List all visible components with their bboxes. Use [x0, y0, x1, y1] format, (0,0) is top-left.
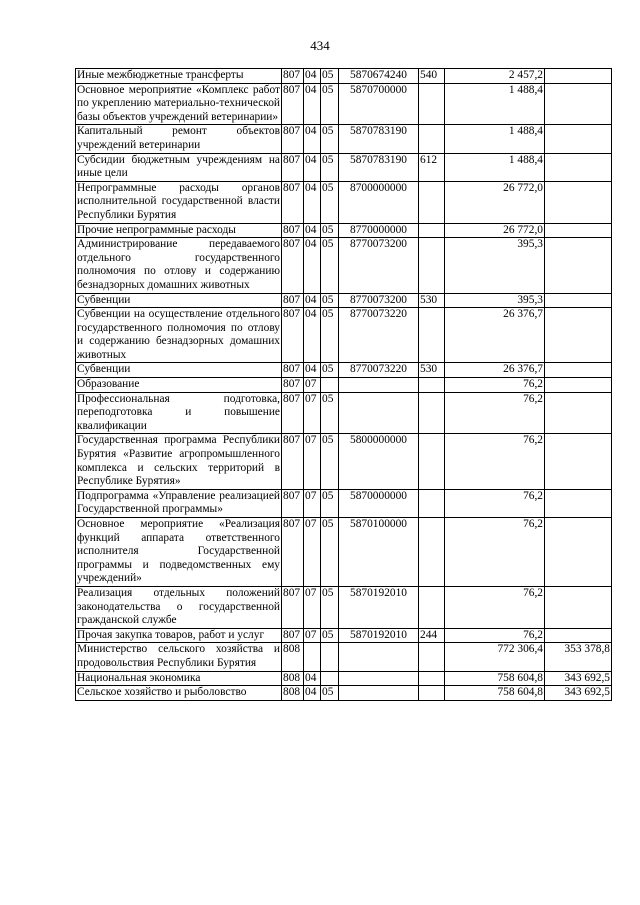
admin-code: 807 [282, 69, 304, 84]
admin-code: 807 [282, 392, 304, 434]
admin-code: 807 [282, 308, 304, 363]
amount-second [545, 293, 612, 308]
row-name: Профессиональная подготовка, переподготовка и повышение квалификации [76, 392, 282, 434]
expense-type-code: 244 [419, 628, 445, 643]
section-code: 04 [304, 181, 321, 223]
row-name: Прочие непрограммные расходы [76, 223, 282, 238]
row-name: Министерство сельского хозяйства и продовольствия Республики Бурятия [76, 643, 282, 671]
row-name: Капитальный ремонт объектов учреждений ветеринарии [76, 125, 282, 153]
table-row [76, 586, 612, 628]
amount-second [545, 308, 612, 363]
row-name: Основное мероприятие «Комплекс работ по укреплению материально-технической базы объектов учреждений ветеринарии» [76, 83, 282, 125]
section-code: 04 [304, 363, 321, 378]
target-article-code: 8770073200 [339, 238, 419, 293]
admin-code: 807 [282, 586, 304, 628]
target-article-code: 5870674240 [339, 69, 419, 84]
amount: 1 488,4 [445, 153, 545, 181]
expense-type-code [419, 518, 445, 587]
expense-type-code [419, 125, 445, 153]
table-row [76, 293, 612, 308]
subsection-code: 05 [321, 181, 339, 223]
table-row [76, 238, 612, 293]
expense-type-code [419, 181, 445, 223]
amount-second [545, 238, 612, 293]
table-row [76, 363, 612, 378]
expense-type-code: 530 [419, 293, 445, 308]
table-row [76, 392, 612, 434]
amount-second: 343 692,5 [545, 686, 612, 701]
subsection-code: 05 [321, 586, 339, 628]
target-article-code: 5870100000 [339, 518, 419, 587]
admin-code: 807 [282, 181, 304, 223]
admin-code: 807 [282, 489, 304, 517]
table-row [76, 643, 612, 671]
admin-code: 808 [282, 671, 304, 686]
expense-type-code [419, 83, 445, 125]
row-name: Иные межбюджетные трансферты [76, 69, 282, 84]
admin-code: 808 [282, 643, 304, 671]
section-code: 07 [304, 378, 321, 393]
row-name: Непрограммные расходы органов исполнительной государственной власти Республики Бурятия [76, 181, 282, 223]
row-name: Сельское хозяйство и рыболовство [76, 686, 282, 701]
amount: 76,2 [445, 586, 545, 628]
amount-second [545, 125, 612, 153]
row-name: Реализация отдельных положений законодательства о государственной гражданской службе [76, 586, 282, 628]
amount: 26 376,7 [445, 363, 545, 378]
amount: 772 306,4 [445, 643, 545, 671]
amount-second [545, 223, 612, 238]
expense-type-code [419, 671, 445, 686]
subsection-code: 05 [321, 392, 339, 434]
amount-second [545, 518, 612, 587]
amount: 26 772,0 [445, 223, 545, 238]
section-code: 04 [304, 83, 321, 125]
subsection-code: 05 [321, 293, 339, 308]
row-name: Субсидии бюджетным учреждениям на иные цели [76, 153, 282, 181]
expense-type-code: 530 [419, 363, 445, 378]
subsection-code: 05 [321, 434, 339, 489]
amount-second [545, 489, 612, 517]
table-row [76, 125, 612, 153]
target-article-code [339, 686, 419, 701]
amount-second [545, 392, 612, 434]
amount: 76,2 [445, 434, 545, 489]
table-row [76, 489, 612, 517]
amount: 758 604,8 [445, 686, 545, 701]
target-article-code [339, 392, 419, 434]
table-row [76, 378, 612, 393]
section-code: 04 [304, 293, 321, 308]
admin-code: 807 [282, 83, 304, 125]
amount-second: 353 378,8 [545, 643, 612, 671]
table-row [76, 518, 612, 587]
row-name: Субвенции [76, 293, 282, 308]
subsection-code: 05 [321, 308, 339, 363]
admin-code: 807 [282, 518, 304, 587]
amount: 2 457,2 [445, 69, 545, 84]
subsection-code: 05 [321, 69, 339, 84]
target-article-code: 8770073220 [339, 308, 419, 363]
admin-code: 808 [282, 686, 304, 701]
target-article-code [339, 671, 419, 686]
table-row [76, 181, 612, 223]
amount: 76,2 [445, 392, 545, 434]
budget-table [75, 68, 612, 701]
amount-second [545, 363, 612, 378]
amount: 76,2 [445, 378, 545, 393]
subsection-code [321, 671, 339, 686]
amount-second [545, 434, 612, 489]
amount: 76,2 [445, 489, 545, 517]
amount-second: 343 692,5 [545, 671, 612, 686]
expense-type-code [419, 223, 445, 238]
amount: 26 376,7 [445, 308, 545, 363]
admin-code: 807 [282, 434, 304, 489]
row-name: Субвенции [76, 363, 282, 378]
admin-code: 807 [282, 378, 304, 393]
table-row [76, 671, 612, 686]
row-name: Администрирование передаваемого отдельного государственного полномочия по отлову и содержанию безнадзорных домашних животных [76, 238, 282, 293]
section-code: 04 [304, 308, 321, 363]
section-code: 04 [304, 153, 321, 181]
expense-type-code [419, 489, 445, 517]
section-code: 04 [304, 671, 321, 686]
table-row [76, 308, 612, 363]
target-article-code [339, 643, 419, 671]
row-name: Основное мероприятие «Реализация функций аппарата ответственного исполнителя Государственной программы и подведомственных ему учреждений» [76, 518, 282, 587]
amount-second [545, 628, 612, 643]
table-row [76, 69, 612, 84]
row-name: Прочая закупка товаров, работ и услуг [76, 628, 282, 643]
expense-type-code [419, 308, 445, 363]
table-row [76, 628, 612, 643]
subsection-code: 05 [321, 686, 339, 701]
amount-second [545, 181, 612, 223]
table-row [76, 686, 612, 701]
amount: 76,2 [445, 628, 545, 643]
page-number: 434 [310, 38, 330, 53]
subsection-code: 05 [321, 223, 339, 238]
subsection-code: 05 [321, 628, 339, 643]
subsection-code: 05 [321, 489, 339, 517]
admin-code: 807 [282, 153, 304, 181]
amount: 1 488,4 [445, 83, 545, 125]
expense-type-code: 540 [419, 69, 445, 84]
section-code: 07 [304, 392, 321, 434]
expense-type-code [419, 378, 445, 393]
target-article-code: 5800000000 [339, 434, 419, 489]
section-code: 07 [304, 518, 321, 587]
row-name: Подпрограмма «Управление реализацией Государственной программы» [76, 489, 282, 517]
subsection-code: 05 [321, 518, 339, 587]
target-article-code: 8770073200 [339, 293, 419, 308]
admin-code: 807 [282, 223, 304, 238]
target-article-code: 8770073220 [339, 363, 419, 378]
amount: 26 772,0 [445, 181, 545, 223]
row-name: Образование [76, 378, 282, 393]
section-code: 04 [304, 69, 321, 84]
expense-type-code [419, 238, 445, 293]
amount: 758 604,8 [445, 671, 545, 686]
admin-code: 807 [282, 628, 304, 643]
table-row [76, 153, 612, 181]
amount-second [545, 83, 612, 125]
subsection-code: 05 [321, 153, 339, 181]
amount: 395,3 [445, 293, 545, 308]
expense-type-code [419, 392, 445, 434]
target-article-code: 8770000000 [339, 223, 419, 238]
admin-code: 807 [282, 293, 304, 308]
subsection-code: 05 [321, 363, 339, 378]
target-article-code: 5870783190 [339, 125, 419, 153]
section-code: 04 [304, 223, 321, 238]
amount-second [545, 378, 612, 393]
expense-type-code [419, 643, 445, 671]
amount-second [545, 153, 612, 181]
target-article-code: 5870192010 [339, 586, 419, 628]
table-row [76, 223, 612, 238]
subsection-code [321, 643, 339, 671]
amount: 395,3 [445, 238, 545, 293]
admin-code: 807 [282, 363, 304, 378]
section-code: 07 [304, 489, 321, 517]
section-code: 04 [304, 686, 321, 701]
amount-second [545, 69, 612, 84]
subsection-code: 05 [321, 238, 339, 293]
section-code: 07 [304, 586, 321, 628]
target-article-code: 5870700000 [339, 83, 419, 125]
expense-type-code [419, 586, 445, 628]
admin-code: 807 [282, 125, 304, 153]
amount: 76,2 [445, 518, 545, 587]
section-code: 04 [304, 125, 321, 153]
target-article-code: 5870192010 [339, 628, 419, 643]
target-article-code: 5870783190 [339, 153, 419, 181]
expense-type-code [419, 686, 445, 701]
amount: 1 488,4 [445, 125, 545, 153]
table-row [76, 434, 612, 489]
row-name: Субвенции на осуществление отдельного государственного полномочия по отлову и содержанию безнадзорных домашних животных [76, 308, 282, 363]
target-article-code [339, 378, 419, 393]
subsection-code: 05 [321, 125, 339, 153]
subsection-code: 05 [321, 83, 339, 125]
admin-code: 807 [282, 238, 304, 293]
target-article-code: 5870000000 [339, 489, 419, 517]
row-name: Государственная программа Республики Бурятия «Развитие агропромышленного комплекса и сельских территорий в Республике Бурятия» [76, 434, 282, 489]
row-name: Национальная экономика [76, 671, 282, 686]
section-code: 07 [304, 628, 321, 643]
subsection-code [321, 378, 339, 393]
table-row [76, 83, 612, 125]
section-code [304, 643, 321, 671]
expense-type-code: 612 [419, 153, 445, 181]
amount-second [545, 586, 612, 628]
expense-type-code [419, 434, 445, 489]
section-code: 04 [304, 238, 321, 293]
target-article-code: 8700000000 [339, 181, 419, 223]
section-code: 07 [304, 434, 321, 489]
